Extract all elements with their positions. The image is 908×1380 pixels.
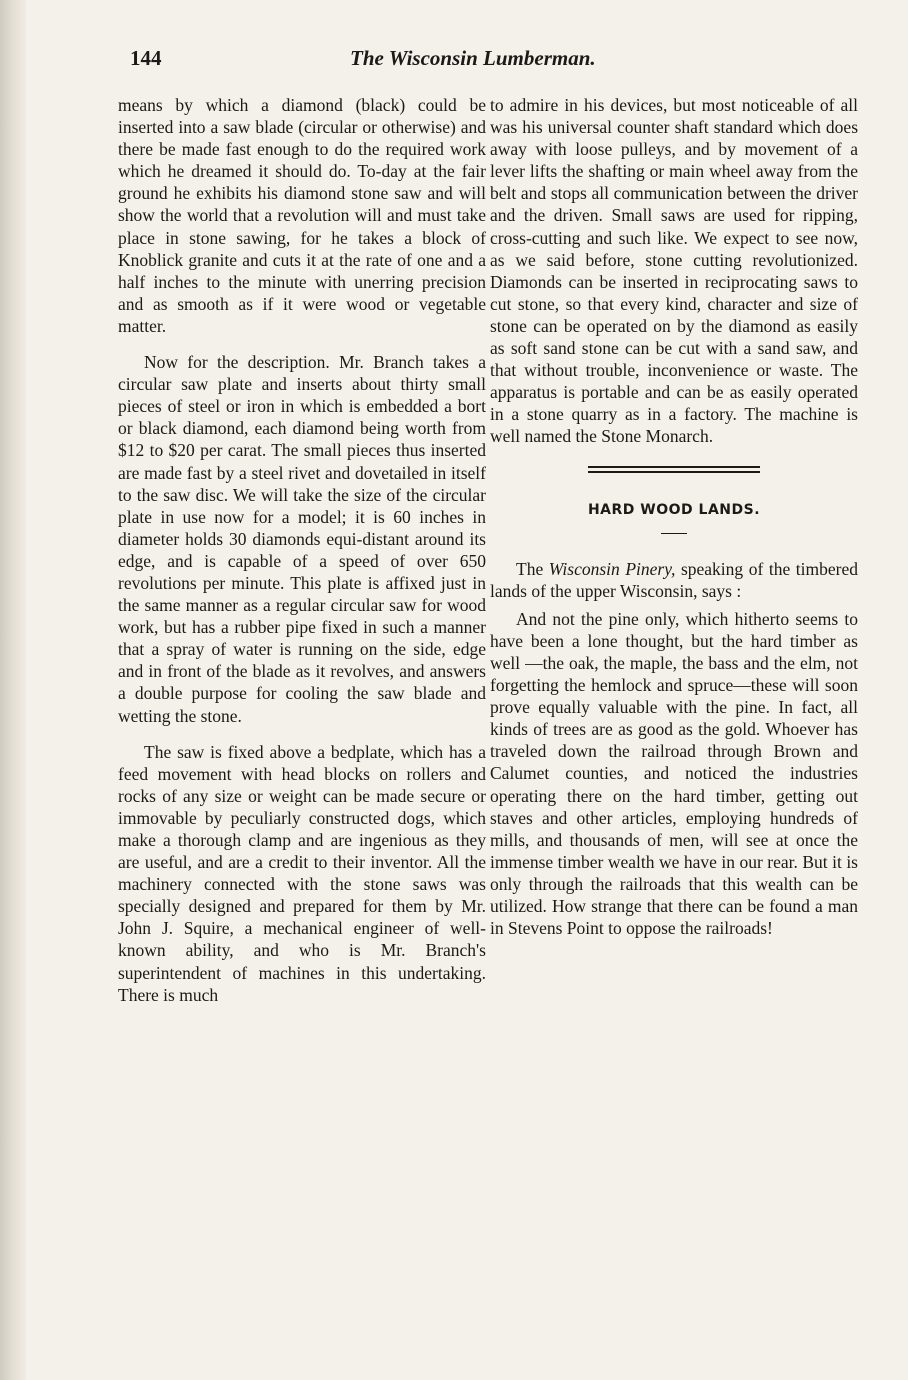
paragraph-continuation: means by which a diamond (black) could be inserted into a saw blade (circular or otherwise) and there be made fast enough to do the required work which he dreamed it should do. To-day at the fair ground he exhibits his diamond stone saw and will show the world that a revolution will and must take place in stone sawing, for he takes a block of Knoblick granite and cuts it at the rate of one and a half inches to the minute with unerring precision and as smooth as if it were wood or vegetable matter. — [118, 95, 486, 336]
left-column — [118, 94, 486, 1006]
section-divider — [588, 466, 760, 473]
intro-prefix: The — [516, 558, 549, 579]
section-title: HARD WOOD LANDS. — [587, 501, 761, 518]
running-title: The Wisconsin Lumberman. — [350, 46, 596, 70]
paragraph-description: Now for the description. Mr. Branch takes a circular saw plate and inserts about thirty small pieces of steel or iron in which is embedded a bort or black diamond, each diamond being worth from $12 to $20 per carat. The small pieces thus inserted are made fast by a steel rivet and dovetailed in itself to the saw disc. We will take the size of the circular plate in use now for a model; it is 60 inches in diameter holds 30 diamonds equi-distant around its edge, and is capable of a speed of over 650 revolutions per minute. This plate is affixed just in the same manner as a regular circular saw for wood work, but has a rubber pipe fixed in such a manner that a spray of water is running on the side, edge and in front of the blade as it revolves, and answers a double purpose for cooling the saw blade and wetting the stone. — [118, 352, 486, 726]
book-spine-shadow — [0, 0, 26, 1380]
page-number: 144 — [130, 46, 162, 70]
right-column — [490, 94, 858, 939]
paragraph-devices: to admire in his devices, but most noticeable of all was his universal counter shaft standard which does away with loose pulleys, and by movement of a lever lifts the shafting or main wheel away from the belt and stops all communication between the driver and the driven. Small saws are used for ripping, cross-cutting and such like. We expect to see now, as we said before, stone cutting revolutionized. Diamonds can be inserted in reciprocating saws to cut stone, so that every kind, character and size of stone can be operated on by the diamond as easily as soft sand stone can be cut with a sand saw, and that without trouble, inconvenience or waste. The apparatus is portable and can be as easily operated in a stone quarry as in a factory. The machine is well named the Stone Monarch. — [490, 95, 858, 447]
source-publication: Wisconsin Pinery, — [548, 558, 676, 579]
paragraph-intro — [490, 558, 858, 602]
page-header — [130, 46, 850, 78]
intro-suffix: speaking of the timbered lands of the upper Wisconsin, says : — [490, 558, 858, 601]
paragraph-quote: And not the pine only, which hitherto seems to have been a lone thought, but the hard timber as well —the oak, the maple, the bass and the elm, not forgetting the hemlock and spruce—these will soon prove equally valuable with the pine. In fact, all kinds of trees are as good as the gold. Whoever has traveled down the railroad through Brown and Calumet counties, and noticed the industries operating there on the hard timber, getting out staves and other articles, employing hundreds of mills, and thousands of men, will see at once the immense timber wealth we have in our rear. But it is only through the railroads that this wealth can be utilized. How strange that there can be found a man in Stevens Point to oppose the railroads! — [490, 608, 858, 939]
paragraph-bedplate: The saw is fixed above a bedplate, which has a feed movement with head blocks on rollers and rocks of any size or weight can be made secure or immovable by peculiarly constructed dogs, which make a thorough clamp and are ingenious as they are useful, and are a credit to their inventor. All the machinery connected with the stone saws was specially designed and prepared for them by Mr. John J. Squire, a mechanical engineer of well-known ability, and who is Mr. Branch's superintendent of machines in this undertaking. There is much — [118, 741, 486, 1005]
